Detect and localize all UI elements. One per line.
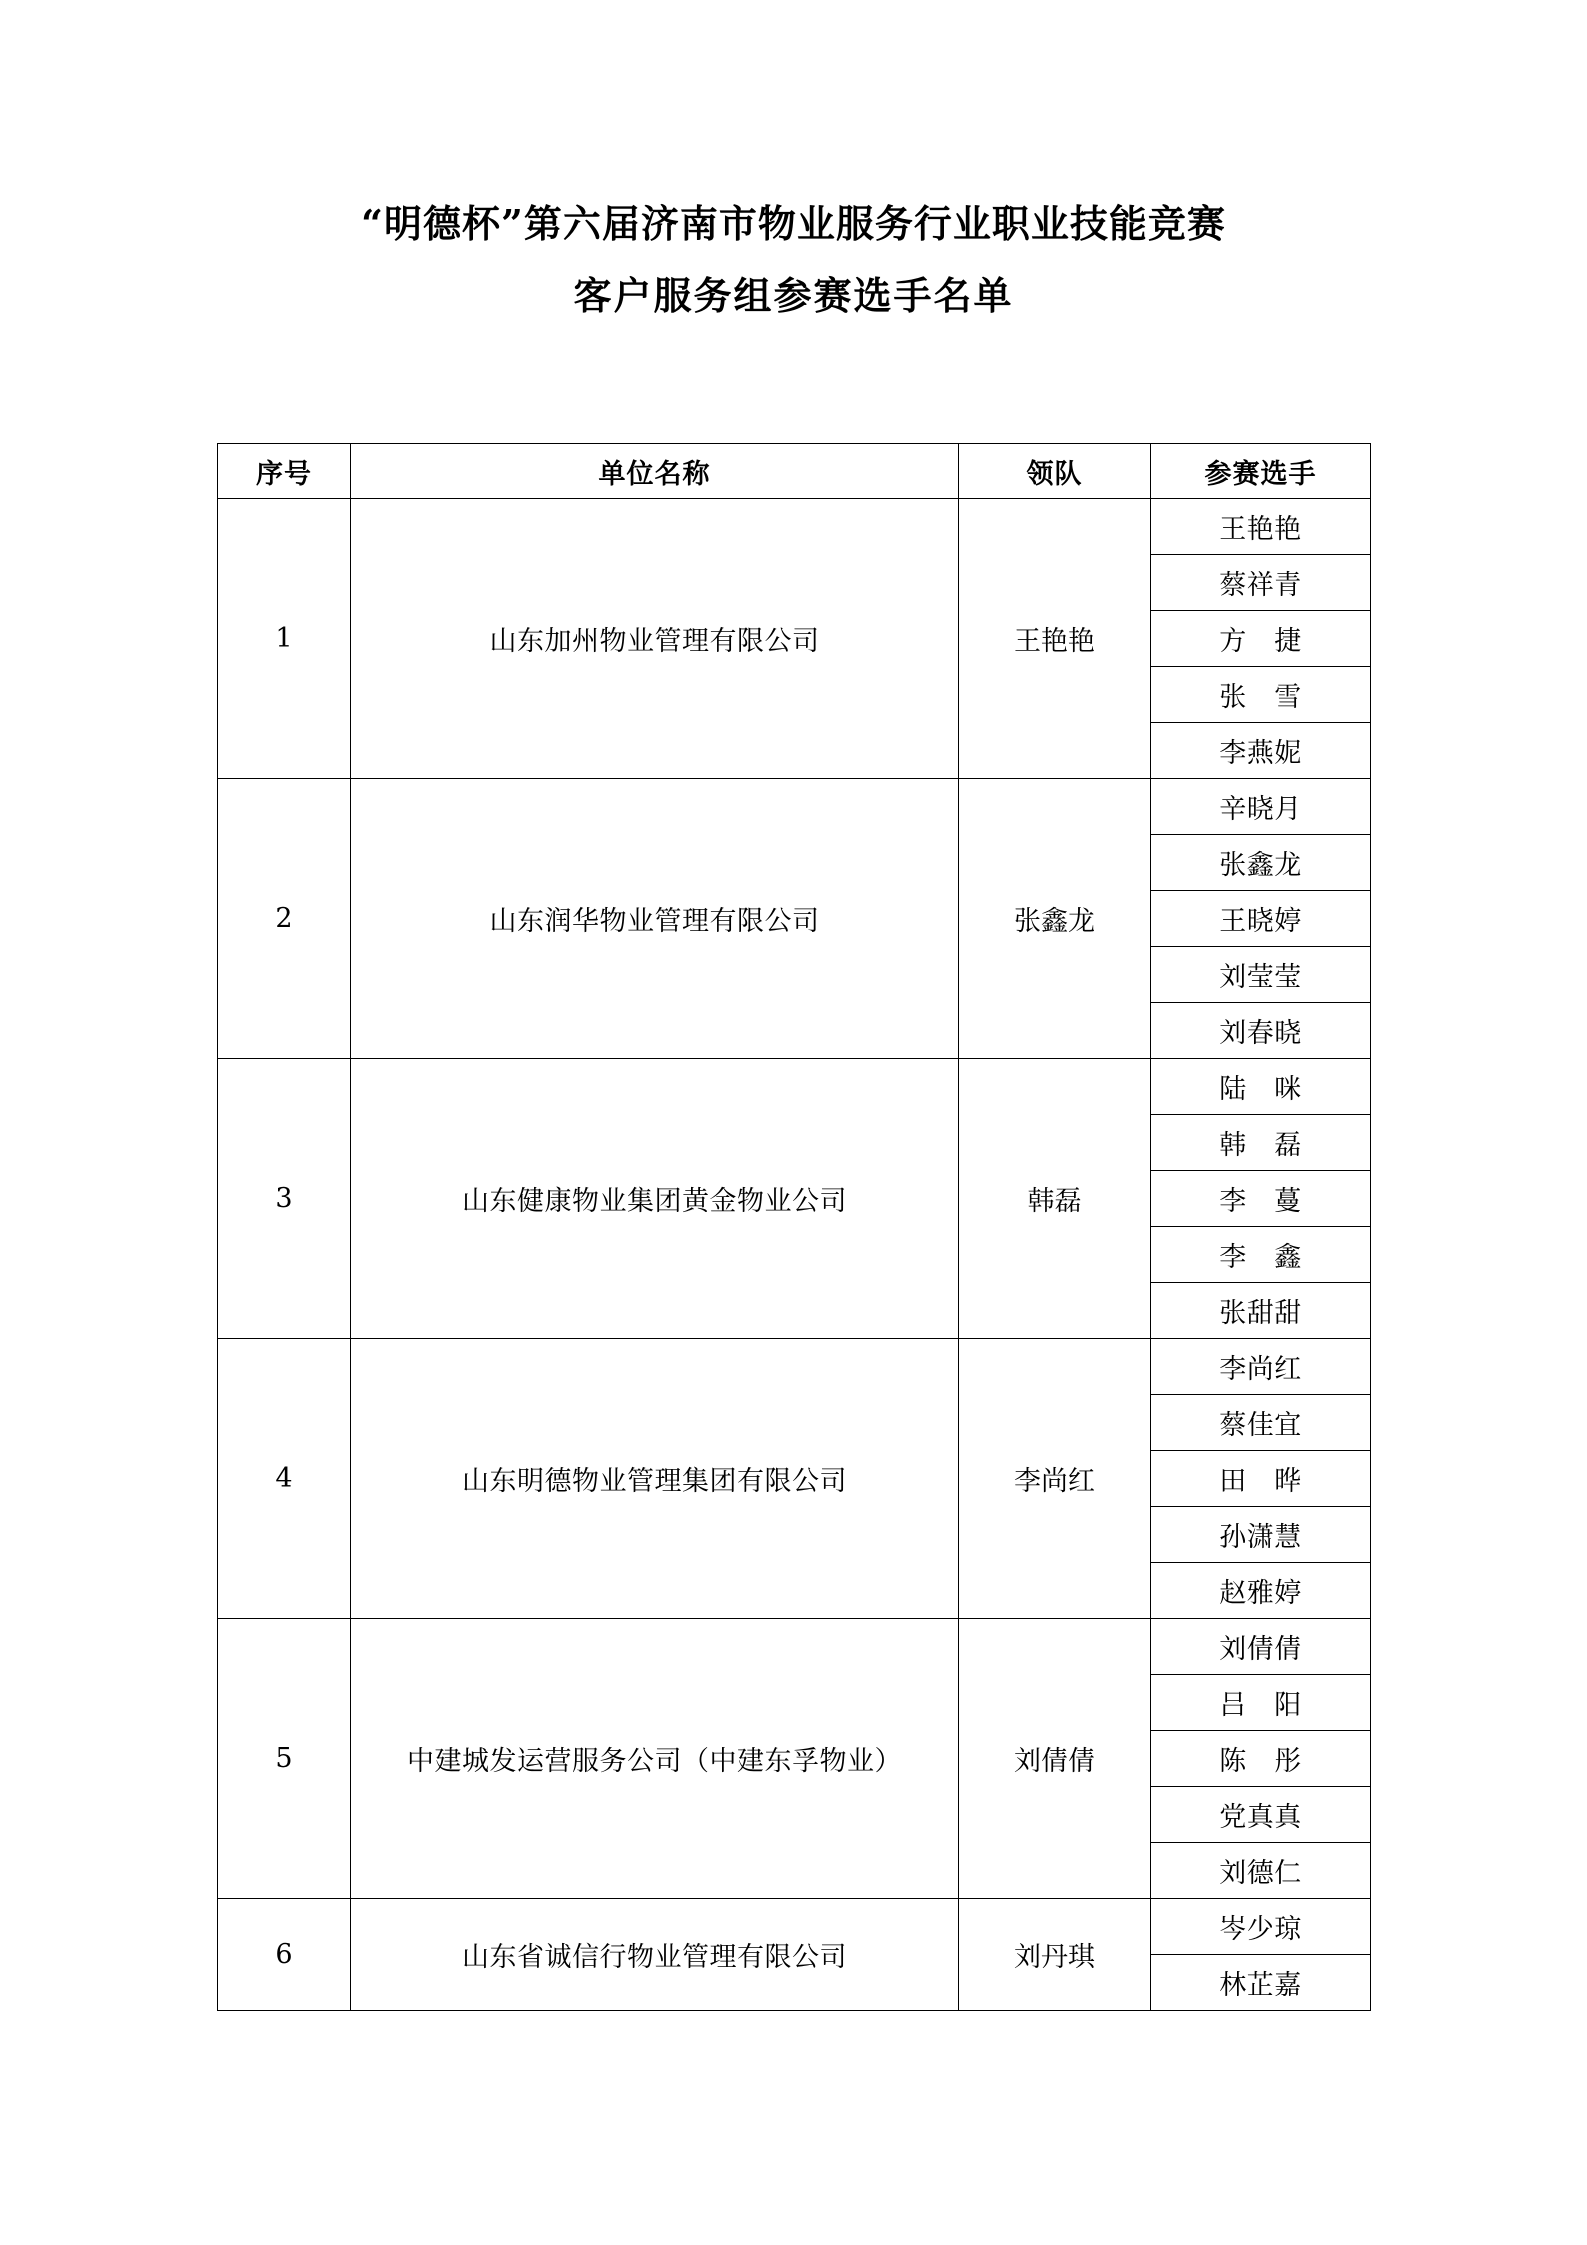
- column-header-players: 参赛选手: [1151, 444, 1371, 499]
- cell-unit-name: 中建城发运营服务公司（中建东孚物业）: [351, 1619, 959, 1899]
- cell-leader: 王艳艳: [959, 499, 1151, 779]
- cell-unit-name: 山东明德物业管理集团有限公司: [351, 1339, 959, 1619]
- cell-player: 方 捷: [1151, 611, 1371, 667]
- cell-index: 5: [218, 1619, 351, 1899]
- cell-player: 韩 磊: [1151, 1115, 1371, 1171]
- cell-index: 3: [218, 1059, 351, 1339]
- column-header-unit: 单位名称: [351, 444, 959, 499]
- cell-index: 2: [218, 779, 351, 1059]
- cell-player: 李燕妮: [1151, 723, 1371, 779]
- column-header-index: 序号: [218, 444, 351, 499]
- table-row: [218, 1899, 1371, 1955]
- cell-leader: 张鑫龙: [959, 779, 1151, 1059]
- title-line-2: 客户服务组参赛选手名单: [573, 273, 1014, 318]
- cell-unit-name: 山东省诚信行物业管理有限公司: [351, 1899, 959, 2011]
- cell-player: 田 晔: [1151, 1451, 1371, 1507]
- cell-leader: 刘丹琪: [959, 1899, 1151, 2011]
- table-row: [218, 779, 1371, 835]
- cell-player: 吕 阳: [1151, 1675, 1371, 1731]
- cell-index: 6: [218, 1899, 351, 2011]
- roster-table-container: [217, 443, 1370, 2011]
- cell-player: 陈 彤: [1151, 1731, 1371, 1787]
- cell-player: 林芷嘉: [1151, 1955, 1371, 2011]
- cell-player: 王艳艳: [1151, 499, 1371, 555]
- cell-index: 4: [218, 1339, 351, 1619]
- cell-player: 李 蔓: [1151, 1171, 1371, 1227]
- column-header-leader: 领队: [959, 444, 1151, 499]
- cell-player: 蔡祥青: [1151, 555, 1371, 611]
- cell-unit-name: 山东健康物业集团黄金物业公司: [351, 1059, 959, 1339]
- cell-player: 张 雪: [1151, 667, 1371, 723]
- table-row: [218, 1619, 1371, 1675]
- table-header: [218, 444, 1371, 499]
- cell-player: 蔡佳宜: [1151, 1395, 1371, 1451]
- table-body: [218, 499, 1371, 2011]
- cell-player: 李 鑫: [1151, 1227, 1371, 1283]
- header-row: [218, 444, 1371, 499]
- cell-player: 王晓婷: [1151, 891, 1371, 947]
- roster-table: [217, 443, 1371, 2011]
- title-line-1: “明德杯”第六届济南市物业服务行业职业技能竞赛: [361, 201, 1226, 246]
- cell-unit-name: 山东加州物业管理有限公司: [351, 499, 959, 779]
- cell-player: 刘德仁: [1151, 1843, 1371, 1899]
- document-title: [0, 188, 1587, 332]
- cell-leader: 韩磊: [959, 1059, 1151, 1339]
- cell-leader: 李尚红: [959, 1339, 1151, 1619]
- cell-player: 刘春晓: [1151, 1003, 1371, 1059]
- cell-player: 张甜甜: [1151, 1283, 1371, 1339]
- cell-player: 刘倩倩: [1151, 1619, 1371, 1675]
- cell-player: 岑少琼: [1151, 1899, 1371, 1955]
- cell-player: 刘莹莹: [1151, 947, 1371, 1003]
- table-row: [218, 1339, 1371, 1395]
- cell-player: 李尚红: [1151, 1339, 1371, 1395]
- cell-player: 孙潇慧: [1151, 1507, 1371, 1563]
- cell-player: 党真真: [1151, 1787, 1371, 1843]
- table-row: [218, 1059, 1371, 1115]
- cell-player: 陆 咪: [1151, 1059, 1371, 1115]
- cell-player: 赵雅婷: [1151, 1563, 1371, 1619]
- cell-leader: 刘倩倩: [959, 1619, 1151, 1899]
- cell-player: 辛晓月: [1151, 779, 1371, 835]
- cell-index: 1: [218, 499, 351, 779]
- table-row: [218, 499, 1371, 555]
- cell-player: 张鑫龙: [1151, 835, 1371, 891]
- cell-unit-name: 山东润华物业管理有限公司: [351, 779, 959, 1059]
